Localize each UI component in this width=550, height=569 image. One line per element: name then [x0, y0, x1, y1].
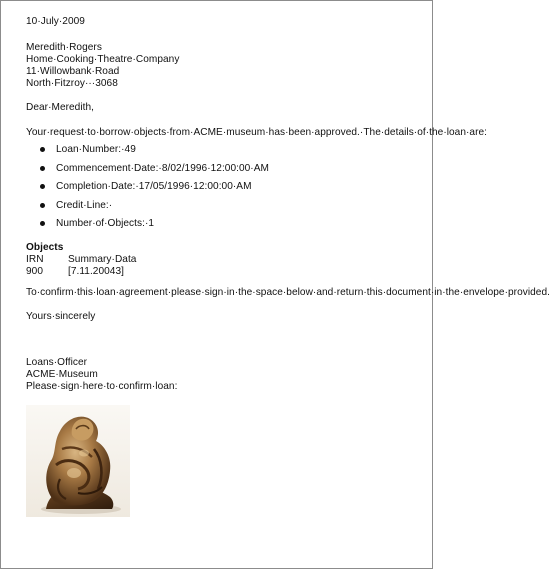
recipient-name: Meredith·Rogers [26, 42, 102, 53]
intro-paragraph: Your·request·to·borrow·objects·from·ACME·museum·has·been·approved.·The·details·of·the·loan·are: [26, 127, 488, 138]
table-header-row [26, 254, 136, 267]
table-row [26, 266, 136, 279]
bullet-icon [40, 147, 45, 152]
column-header-summary: Summary·Data [68, 253, 137, 265]
recipient-address [26, 42, 416, 90]
list-item [26, 218, 416, 237]
closing: Yours·sincerely [26, 310, 96, 322]
signature-title: Loans·Officer [26, 356, 88, 368]
objects-table [26, 254, 136, 279]
column-header-irn: IRN [26, 253, 44, 265]
signature-instruction: Please·sign·here·to·confirm·loan: [26, 380, 178, 392]
recipient-suburb: North·Fitzroy···3068 [26, 78, 118, 89]
list-item [26, 163, 416, 182]
list-item [26, 181, 416, 200]
detail-commencement-date: Commencement·Date:·8/02/1996·12:00:00·AM [56, 162, 269, 174]
signature-block [26, 357, 416, 393]
bullet-icon [40, 221, 45, 226]
bullet-icon [40, 166, 45, 171]
detail-completion-date: Completion·Date:·17/05/1996·12:00:00·AM [56, 181, 252, 192]
recipient-company: Home·Cooking·Theatre·Company [26, 54, 180, 65]
signature-org: ACME·Museum [26, 368, 98, 380]
cell-irn: 900 [26, 266, 43, 277]
letter-body [26, 16, 550, 517]
list-item [26, 144, 416, 163]
detail-credit-line: Credit·Line:· [56, 199, 113, 211]
bullet-icon [40, 184, 45, 189]
detail-number-of-objects: Number·of·Objects:·1 [56, 218, 155, 229]
carved-figure-photo [26, 405, 130, 517]
loan-details-list [26, 144, 416, 237]
letter-date: 10·July·2009 [26, 16, 85, 27]
confirm-paragraph: To·confirm·this·loan·agreement·please·sign·in·the·space·below·and·return·this·document·in·the·envelope·provided. [26, 286, 550, 298]
salutation: Dear·Meredith, [26, 102, 95, 113]
objects-heading: Objects [26, 241, 64, 253]
cell-summary: [7.11.20043] [68, 266, 124, 277]
bullet-icon [40, 203, 45, 208]
detail-loan-number: Loan·Number:·49 [56, 144, 136, 155]
list-item [26, 200, 416, 219]
recipient-street: 11·Willowbank·Road [26, 66, 120, 77]
